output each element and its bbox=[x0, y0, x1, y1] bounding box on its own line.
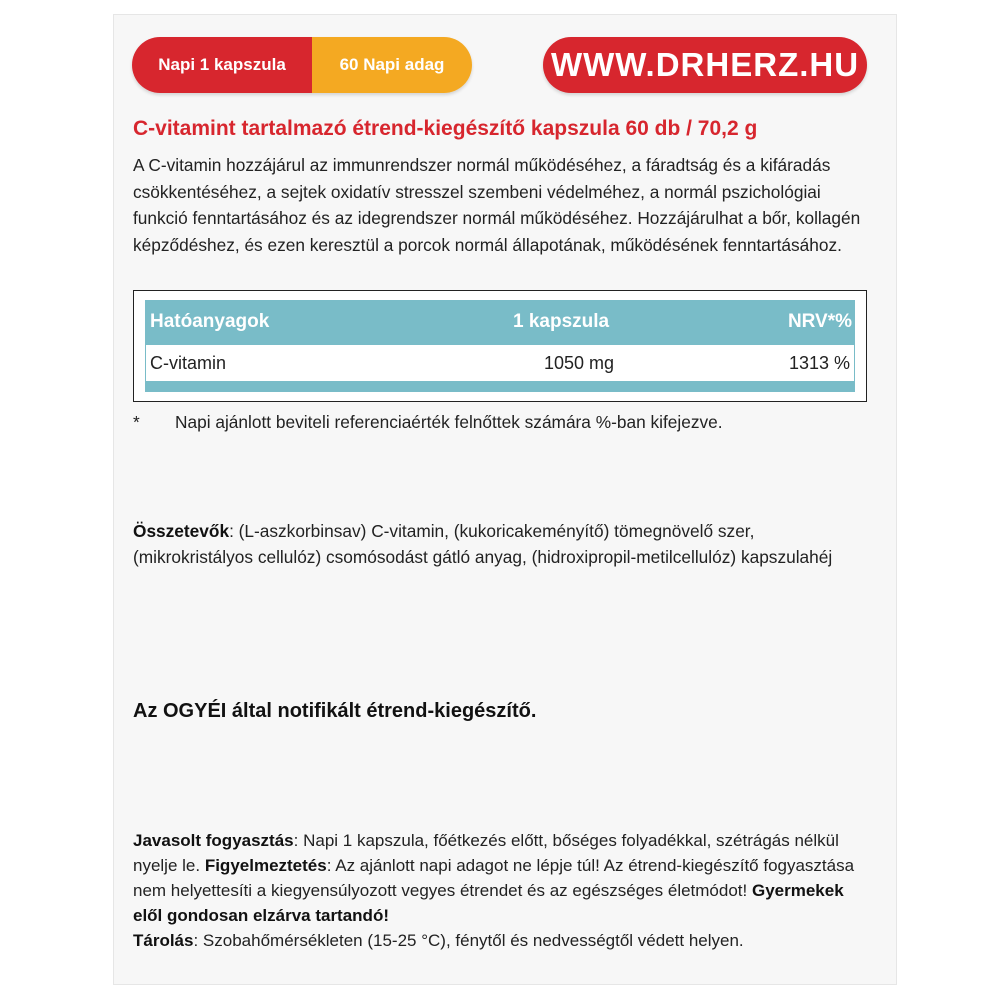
cell-nrv: 1313 % bbox=[788, 353, 850, 373]
storage-text: : Szobahőmérsékleten (15-25 °C), fénytől és nedvességtől védett helyen. bbox=[193, 931, 744, 950]
product-title: C-vitamint tartalmazó étrend-kiegészítő kapszula 60 db / 70,2 g bbox=[133, 117, 758, 140]
children-warning: Gyermekek elől gondosan elzárva tartandó! bbox=[133, 881, 844, 925]
usage-section bbox=[133, 828, 873, 953]
dosage-badge bbox=[132, 37, 472, 93]
table-row bbox=[145, 344, 855, 382]
footnote-text: Napi ajánlott beviteli referenciaérték felnőttek számára %-ban kifejezve. bbox=[175, 412, 723, 432]
header-nrv: NRV*% bbox=[787, 311, 852, 332]
ingredients-text: : (L-aszkorbinsav) C-vitamin, (kukoricakeményítő) tömegnövelő szer, (mikrokristályos cellulóz) csomósodást gátló anyag, (hidroxipropil-metilcellulóz) kapszulahéj bbox=[133, 521, 833, 567]
product-description: A C-vitamin hozzájárul az immunrendszer normál működéséhez, a fáradtság és a kifáradás csökkentéséhez, a sejtek oxidatív stresszel szembeni védelméhez, a normál pszichológiai funkció fenntartásához és az idegrendszer normál működéséhez. Hozzájárulhat a bőr, kollagén képződéshez, és ezen keresztül a porcok normál állapotának, működésének fenntartásához. bbox=[133, 155, 861, 255]
website-badge[interactable]: WWW.DRHERZ.HU bbox=[543, 37, 867, 93]
header-per-capsule: 1 kapszula bbox=[513, 311, 610, 332]
usage-label: Javasolt fogyasztás bbox=[133, 831, 294, 850]
nutrition-table bbox=[133, 290, 867, 402]
header-active-ingredients: Hatóanyagok bbox=[150, 311, 270, 332]
table-footer-bar bbox=[145, 382, 855, 392]
ingredients-section bbox=[133, 518, 873, 570]
daily-dose-badge: 60 Napi adag bbox=[312, 37, 472, 93]
notification-statement: Az OGYÉI által notifikált étrend-kiegészítő. bbox=[133, 700, 537, 722]
ingredients-label: Összetevők bbox=[133, 521, 230, 541]
warning-text: : Az ajánlott napi adagot ne lépje túl! Az étrend-kiegészítő fogyasztása nem helyettesíti a kiegyensúlyozott vegyes étrendet és az egészséges életmódot! bbox=[133, 856, 855, 900]
cell-amount: 1050 mg bbox=[544, 353, 615, 373]
table-header bbox=[145, 300, 855, 344]
daily-capsule-badge: Napi 1 kapszula bbox=[132, 37, 312, 93]
usage-text: : Napi 1 kapszula, főétkezés előtt, bőséges folyadékkal, szétrágás nélkül nyelje le. bbox=[133, 831, 839, 875]
footnote-marker: * bbox=[133, 412, 140, 432]
cell-ingredient: C-vitamin bbox=[150, 353, 227, 373]
storage-label: Tárolás bbox=[133, 931, 194, 950]
warning-label: Figyelmeztetés bbox=[204, 856, 327, 875]
